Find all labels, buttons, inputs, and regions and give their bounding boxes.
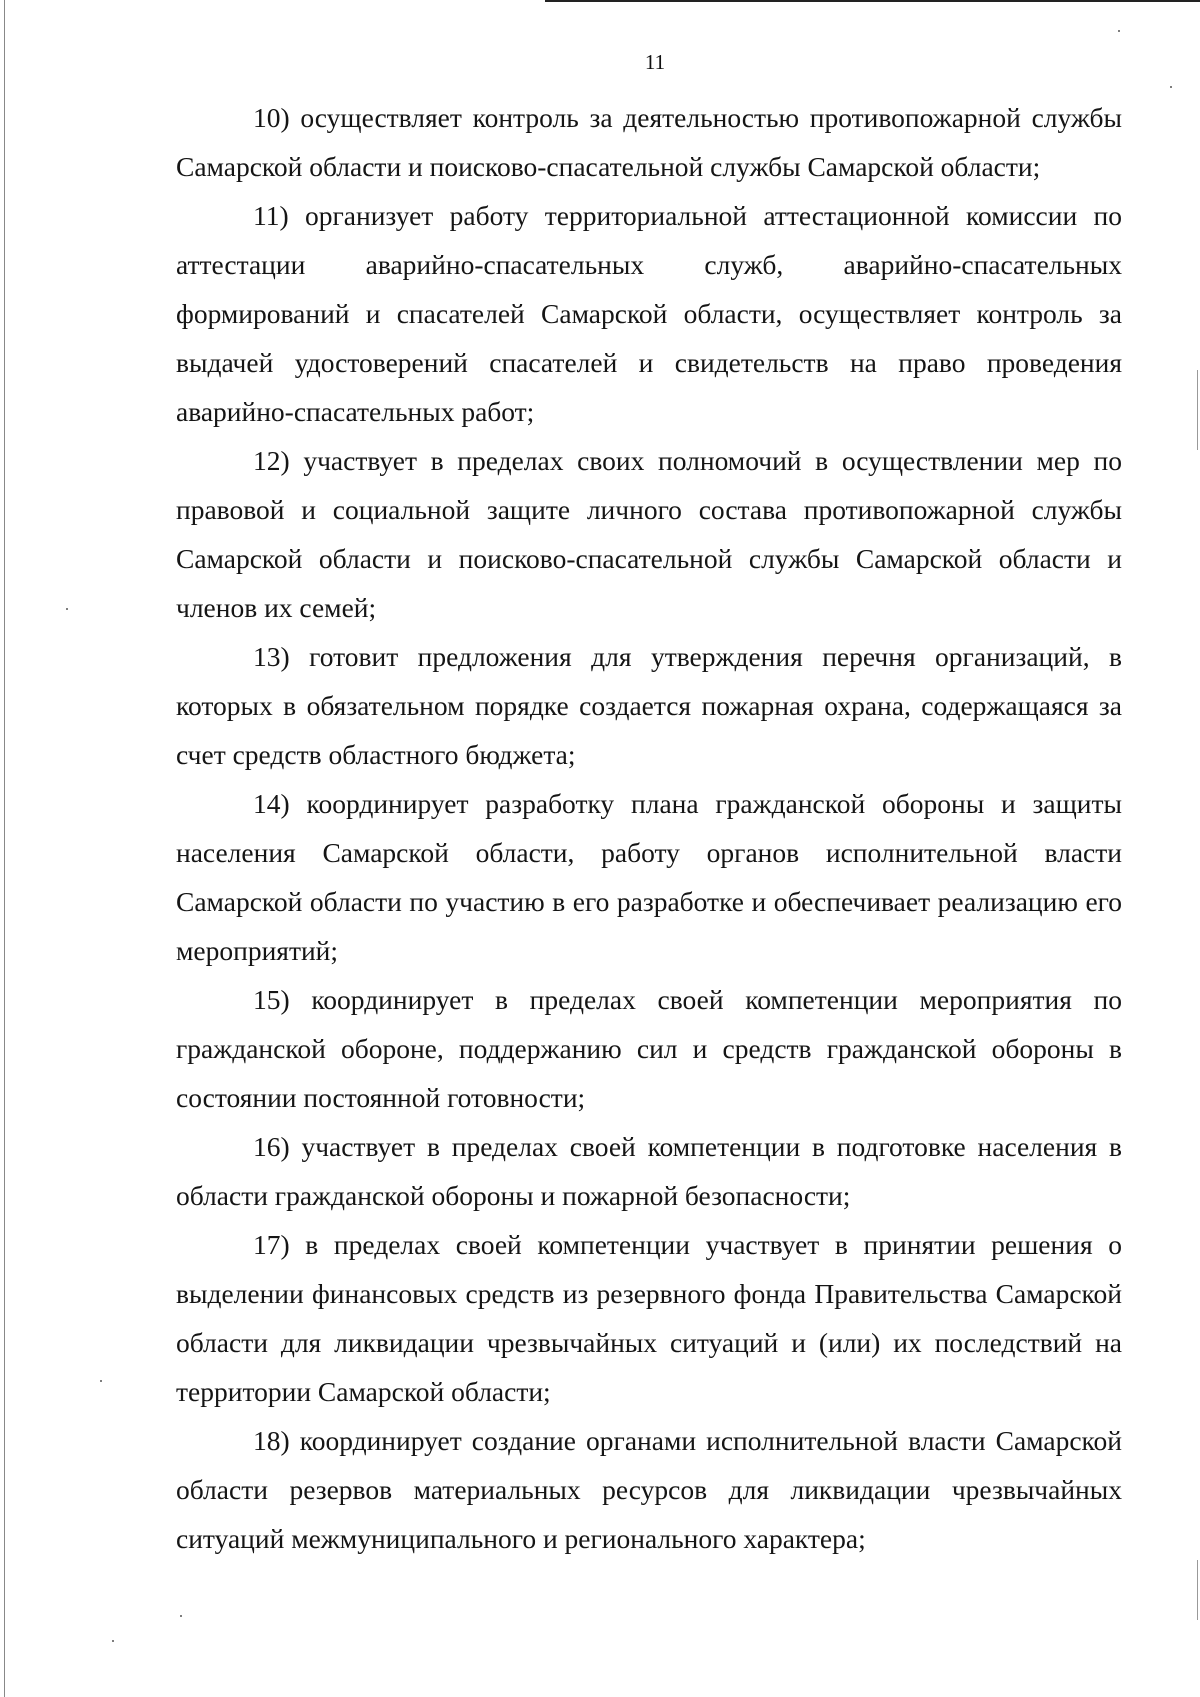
scan-speck <box>180 1615 182 1617</box>
page-number: 11 <box>644 50 666 74</box>
scan-speck <box>66 608 68 610</box>
document-body <box>176 93 1122 1563</box>
scan-speck <box>1170 86 1172 88</box>
scan-top-border <box>545 0 1200 2</box>
paragraph-item-16: 16) участвует в пределах своей компетенции в подготовке населения в области гражданской обороны и пожарной безопасности; <box>176 1131 1122 1211</box>
scan-right-edge-mark <box>1197 370 1198 450</box>
scan-speck <box>112 1640 114 1642</box>
paragraph-item-18: 18) координирует создание органами исполнительной власти Самарской области резервов материальных ресурсов для ликвидации чрезвычайных ситуаций межмуниципального и регионального характера; <box>176 1425 1122 1554</box>
paragraph-item-11: 11) организует работу территориальной аттестационной комиссии по аттестации аварийно-спасательных служб, аварийно-спасательных формирований и спасателей Самарской области, осуществляет контроль за выдачей удостоверений спасателей и свидетельств на право проведения аварийно-спасательных работ; <box>176 200 1122 427</box>
paragraph-item-13: 13) готовит предложения для утверждения перечня организаций, в которых в обязательном порядке создается пожарная охрана, содержащаяся за счет средств областного бюджета; <box>176 641 1122 770</box>
scan-speck <box>1118 30 1120 32</box>
scan-left-border <box>4 0 5 1697</box>
paragraph-item-12: 12) участвует в пределах своих полномочий в осуществлении мер по правовой и социальной защите личного состава противопожарной службы Самарской области и поисково-спасательной службы Самарской области и членов их семей; <box>176 445 1122 623</box>
paragraph-item-14: 14) координирует разработку плана гражданской обороны и защиты населения Самарской области, работу органов исполнительной власти Самарской области по участию в его разработке и обеспечивает реализацию его мероприятий; <box>176 788 1122 966</box>
scan-right-edge-mark <box>1197 1560 1198 1620</box>
paragraph-item-15: 15) координирует в пределах своей компетенции мероприятия по гражданской обороне, поддержанию сил и средств гражданской обороны в состоянии постоянной готовности; <box>176 984 1122 1113</box>
scan-speck <box>100 1380 102 1382</box>
paragraph-item-17: 17) в пределах своей компетенции участвует в принятии решения о выделении финансовых средств из резервного фонда Правительства Самарской области для ликвидации чрезвычайных ситуаций и (или) их последствий на территории Самарской области; <box>176 1229 1122 1407</box>
paragraph-item-10: 10) осуществляет контроль за деятельностью противопожарной службы Самарской области и поисково-спасательной службы Самарской области; <box>176 102 1122 182</box>
